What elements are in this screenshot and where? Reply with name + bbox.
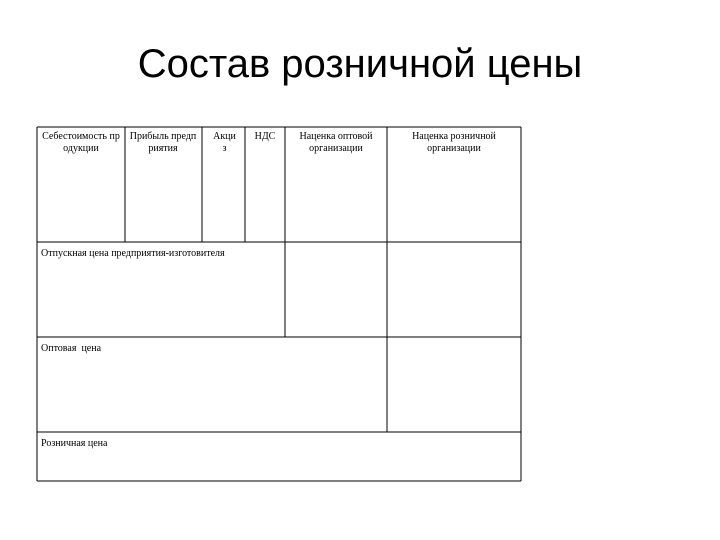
slide-title: Состав розничной цены	[137, 42, 583, 86]
column-vat: НДС	[254, 131, 276, 142]
row-manufacturer-price: Отпускная цена предприятия-изготовителя	[41, 248, 225, 259]
row-wholesale-price: Оптовая цена	[41, 343, 102, 354]
column-excise: Акциз	[213, 131, 236, 154]
column-wholesale-markup: Наценка оптовой организации	[299, 131, 373, 154]
row-retail-price: Розничная цена	[41, 438, 108, 449]
column-cost: Себестоимость продукции	[42, 131, 120, 154]
column-profit: Прибыль предприятия	[129, 131, 197, 154]
column-retail-markup: Наценка розничной организации	[412, 131, 496, 154]
